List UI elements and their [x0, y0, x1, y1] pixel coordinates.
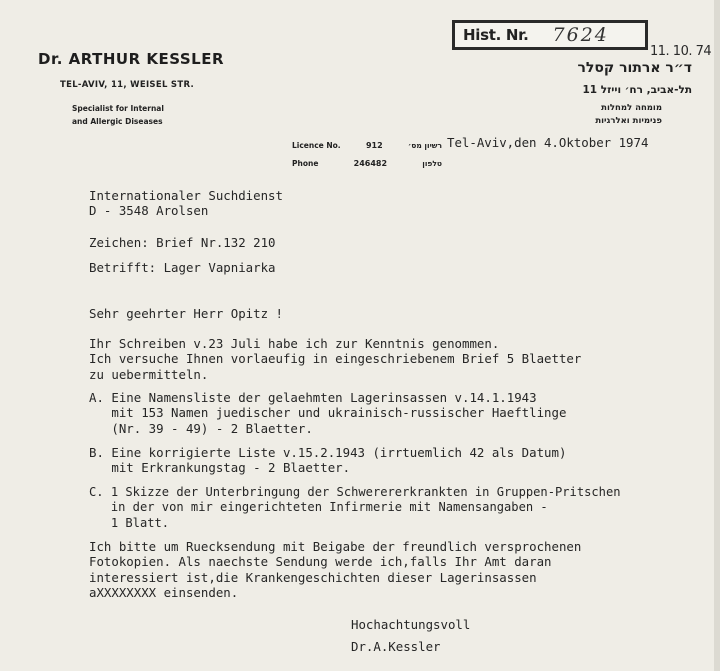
item-c-line-2: in der von mir eingerichteten Infirmerie mit Namensangaben -	[89, 500, 548, 515]
phone-row	[292, 154, 442, 172]
specialty-line-2: and Allergic Diseases	[72, 117, 163, 126]
phone-label-hebrew: טלפון	[422, 158, 442, 168]
recipient-line-1: Internationaler Suchdienst	[89, 188, 283, 203]
list-item-a	[89, 390, 566, 436]
subject-line: Betrifft: Lager Vapniarka	[89, 260, 276, 275]
reference-line: Zeichen: Brief Nr.132 210	[89, 235, 276, 250]
doctor-address: TEL-AVIV, 11, WEISEL STR.	[60, 80, 194, 90]
signature-block	[351, 614, 470, 658]
licence-number: 912	[365, 140, 383, 150]
para1-line-1: Ihr Schreiben v.23 Juli habe ich zur Kenntnis genommen.	[89, 336, 500, 351]
para2-line-1: Ich bitte um Ruecksendung mit Beigabe der freundlich versprochenen	[89, 539, 582, 554]
signature-name: Dr.A.Kessler	[351, 639, 441, 654]
licence-row	[292, 136, 442, 154]
list-item-c	[89, 485, 621, 531]
item-a-line-1: A. Eine Namensliste der gelaehmten Lagerinsassen v.14.1.1943	[89, 390, 537, 405]
phone-number: 246482	[353, 158, 388, 168]
para2-line-3: interessiert ist,die Krankengeschichten dieser Lagerinsassen	[89, 569, 537, 585]
paragraph-intro	[89, 336, 581, 382]
para1-line-3: zu uebermitteln.	[89, 366, 209, 382]
item-a-line-3: (Nr. 39 - 49) - 2 Blaetter.	[89, 420, 313, 436]
recipient-block	[89, 188, 283, 219]
specialty-line-1: Specialist for Internal	[72, 104, 164, 113]
page-edge-shadow	[714, 0, 720, 671]
para2-line-2: Fotokopien. Als naechste Sendung werde ich,falls Ihr Amt daran	[89, 554, 552, 570]
closing-phrase: Hochachtungsvoll	[351, 617, 471, 632]
doctor-address-hebrew: תל-אביב, רח׳ וייזל 11	[582, 84, 692, 96]
phone-label: Phone	[292, 158, 319, 168]
para2-line-4: aXXXXXXXX einsenden.	[89, 584, 239, 600]
doctor-name-hebrew: ד״ר ארתור קסלר	[577, 60, 692, 76]
licence-label-hebrew: רשיון מס׳	[407, 140, 442, 150]
item-c-line-3: 1 Blatt.	[89, 515, 170, 530]
salutation: Sehr geehrter Herr Opitz !	[89, 306, 283, 321]
doctor-name: Dr. ARTHUR KESSLER	[38, 50, 225, 68]
item-b-line-2: mit Erkrankungstag - 2 Blaetter.	[89, 460, 351, 476]
doctor-specialty	[72, 102, 258, 128]
recipient-line-2: D - 3548 Arolsen	[89, 203, 209, 219]
archive-stamp	[452, 20, 648, 50]
item-b-line-1: B. Eine korrigierte Liste v.15.2.1943 (irrtuemlich 42 als Datum)	[89, 445, 567, 460]
specialty-hebrew-line-1: מומחה למחלות	[601, 103, 662, 113]
letterhead-left	[38, 50, 258, 128]
stamp-number: 7624	[552, 24, 609, 46]
doctor-specialty-hebrew	[472, 102, 692, 128]
letter-date: Tel-Aviv,den 4.Oktober 1974	[447, 135, 649, 150]
handwritten-received-date: 11. 10. 74	[650, 44, 712, 59]
licence-phone-block	[292, 136, 442, 172]
specialty-hebrew-line-2: פנימיות ואלרגיות	[595, 116, 662, 126]
para1-line-2: Ich versuche Ihnen vorlaeufig in eingeschriebenem Brief 5 Blaetter	[89, 351, 582, 367]
stamp-label: Hist. Nr.	[463, 26, 529, 44]
letterhead-right-hebrew	[472, 60, 692, 128]
item-c-line-1: C. 1 Skizze der Unterbringung der Schwerererkrankten in Gruppen-Pritschen	[89, 485, 621, 499]
item-a-line-2: mit 153 Namen juedischer und ukrainisch-russischer Haeftlinge	[89, 405, 567, 421]
paragraph-closing-request	[89, 539, 581, 600]
licence-label: Licence No.	[292, 140, 341, 150]
list-item-b	[89, 445, 566, 476]
